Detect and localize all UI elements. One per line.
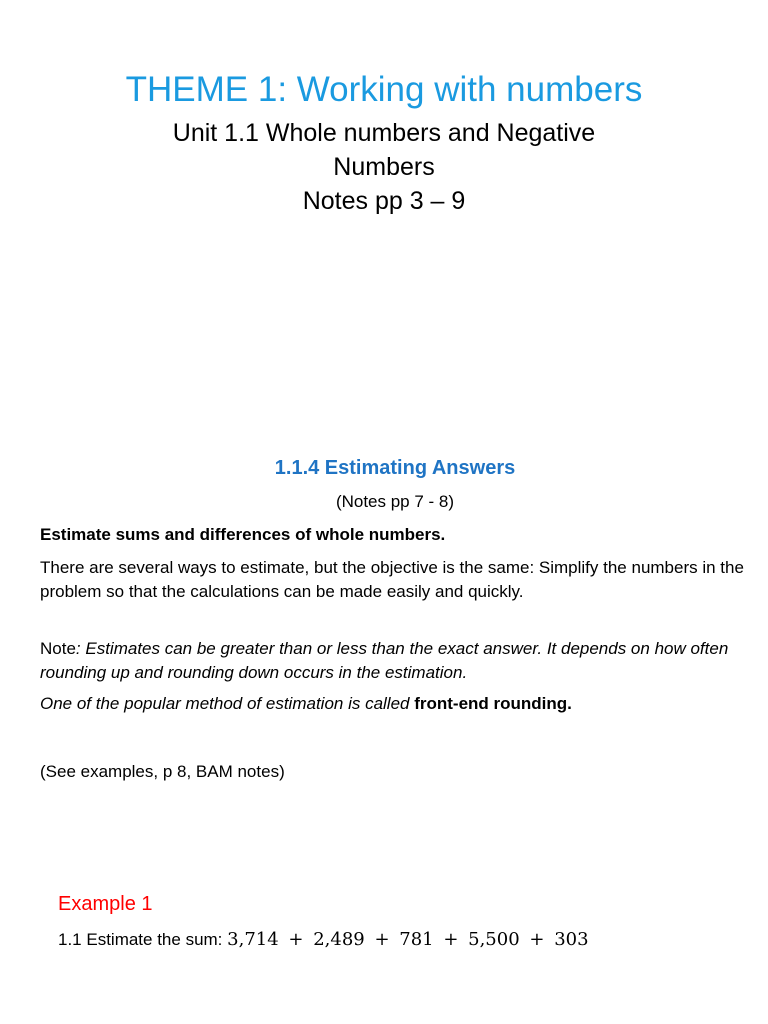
- unit-title-line-2: Numbers: [333, 153, 435, 181]
- note-paragraph: [40, 637, 752, 685]
- bold-subheading: Estimate sums and differences of whole numbers.: [40, 525, 446, 544]
- front-end-rounding-paragraph: [40, 692, 752, 716]
- section-heading: 1.1.4 Estimating Answers: [274, 457, 516, 479]
- popular-method-text: One of the popular method of estimation is called: [40, 694, 415, 713]
- front-end-rounding-term: front-end rounding.: [414, 694, 572, 713]
- unit-title-block: [0, 116, 768, 218]
- notes-reference: (Notes pp 7 - 8): [335, 492, 455, 511]
- theme-title: THEME 1: Working with numbers: [125, 70, 643, 109]
- unit-title-line-1: Unit 1.1 Whole numbers and Negative: [172, 119, 596, 147]
- see-examples-reference: (See examples, p 8, BAM notes): [40, 762, 285, 781]
- example-prompt: 1.1 Estimate the sum:: [58, 930, 228, 949]
- example-label: Example 1: [58, 893, 153, 915]
- notes-pages-line: Notes pp 3 – 9: [302, 187, 466, 215]
- example-expression: 3,714 + 2,489 + 781 + 5,500 + 303: [227, 929, 589, 950]
- note-label: Note: [40, 639, 76, 658]
- note-text: : Estimates can be greater than or less than the exact answer. It depends on how often rounding up and rounding down occurs in the estimation.: [40, 639, 729, 682]
- estimation-paragraph: There are several ways to estimate, but the objective is the same: Simplify the numbers in the problem so that the calculations can be made easily and quickly.: [40, 558, 744, 601]
- example-question: [58, 926, 589, 954]
